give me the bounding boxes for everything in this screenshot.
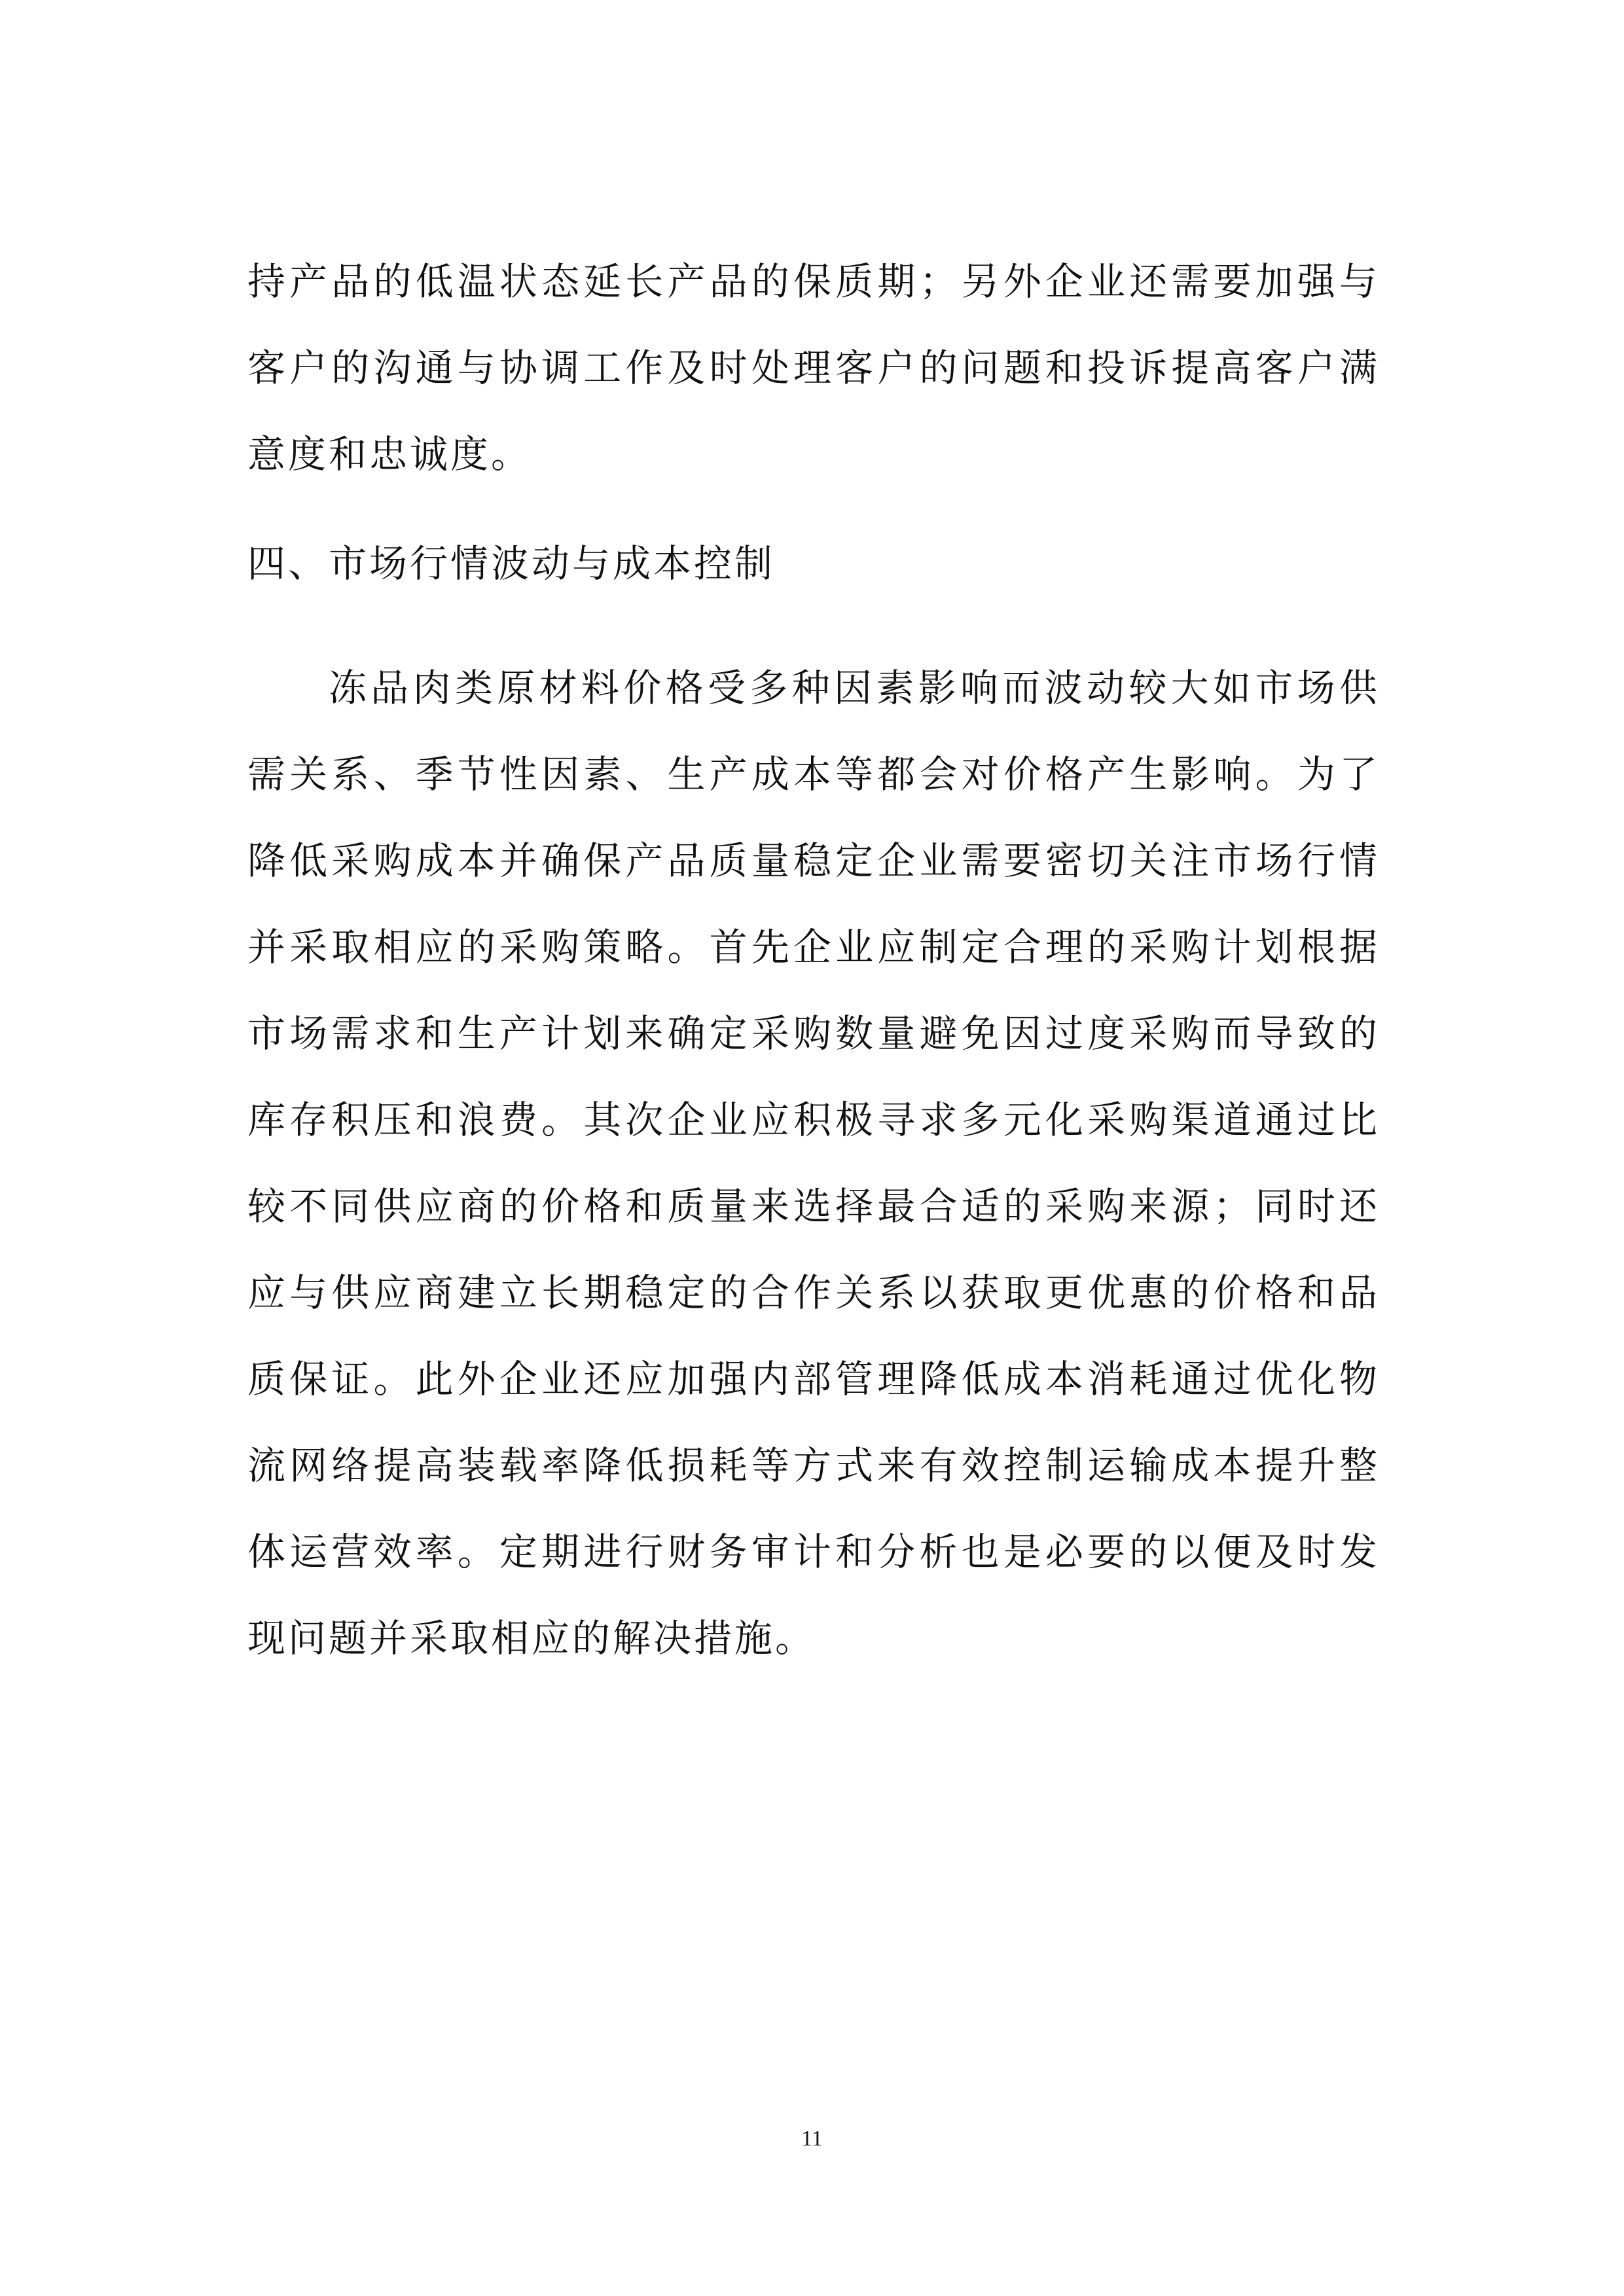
section-heading: 四、市场行情波动与成本控制 [247, 541, 776, 586]
page-number: 11 [801, 2126, 823, 2151]
paragraph-continued: 持产品的低温状态延长产品的保质期；另外企业还需要加强与客户的沟通与协调工作及时处理客户的问题和投诉提高客户满意度和忠诚度。 [247, 259, 1380, 476]
paragraph-main: 冻品肉类原材料价格受多种因素影响而波动较大如市场供需关系、季节性因素、生产成本等都会对价格产生影响。为了降低采购成本并确保产品质量稳定企业需要密切关注市场行情并采取相应的采购策略。首先企业应制定合理的采购计划根据市场需求和生产计划来确定采购数量避免因过度采购而导致的库存积压和浪费。其次企业应积极寻求多元化采购渠道通过比较不同供应商的价格和质量来选择最合适的采购来源；同时还应与供应商建立长期稳定的合作关系以获取更优惠的价格和品质保证。此外企业还应加强内部管理降低成本消耗通过优化物流网络提高装载率降低损耗等方式来有效控制运输成本提升整体运营效率。定期进行财务审计和分析也是必要的以便及时发现问题并采取相应的解决措施。 [247, 666, 1380, 1660]
